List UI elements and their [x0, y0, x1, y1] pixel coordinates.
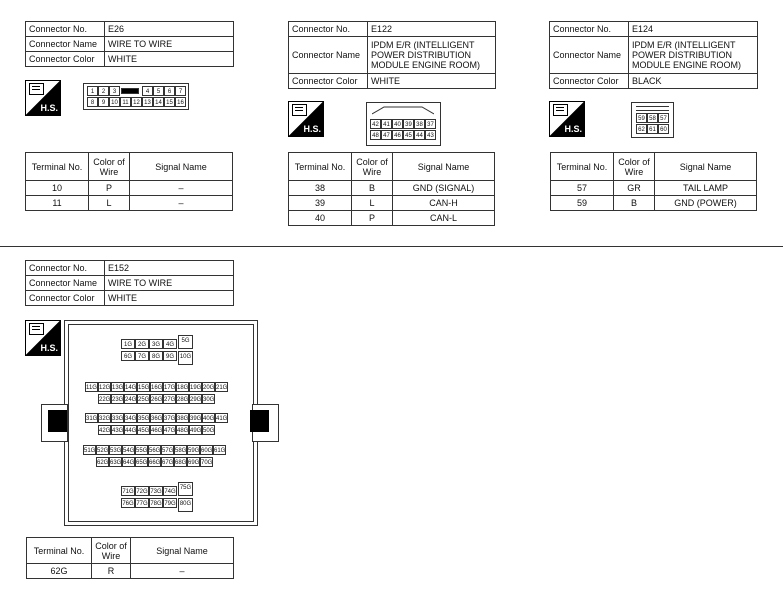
wire-color-cell: L [89, 196, 130, 211]
table-row [289, 211, 495, 226]
pin: 37 [425, 119, 436, 129]
pin: 46 [392, 130, 403, 140]
pin: 4G [163, 339, 177, 349]
signal-name-header: Signal Name [655, 153, 757, 181]
hs-icon [549, 101, 585, 137]
wire-color-header: Color of Wire [89, 153, 130, 181]
terminal-table-e124 [550, 152, 757, 211]
hs-label: H.S. [40, 103, 58, 113]
terminal-no-header: Terminal No. [551, 153, 614, 181]
pin: 5 [153, 86, 164, 96]
pin: 24G [124, 394, 137, 404]
terminal-table-e122 [288, 152, 495, 226]
terminal-no-cell: 40 [289, 211, 352, 226]
terminal-no-cell: 10 [26, 181, 89, 196]
connector-color-label: Connector Color [26, 52, 105, 67]
connector-name-label: Connector Name [26, 276, 105, 291]
pin: 56G [148, 445, 161, 455]
wire-color-cell: GR [614, 181, 655, 196]
connector-name-value: IPDM E/R (INTELLIGENT POWER DISTRIBUTION MODULE ENGINE ROOM) [368, 37, 496, 74]
connector-color-label: Connector Color [26, 291, 105, 306]
pin: 41 [381, 119, 392, 129]
connector-latch-right [250, 410, 269, 432]
signal-name-cell: TAIL LAMP [655, 181, 757, 196]
pin: 62 [636, 124, 647, 134]
connector-key-lines [636, 106, 669, 111]
terminal-no-header: Terminal No. [26, 153, 89, 181]
pin: 48G [176, 425, 189, 435]
table-row [289, 196, 495, 211]
pin: 10 [109, 97, 120, 107]
signal-name-cell: CAN-L [393, 211, 495, 226]
connector-latch-left [48, 410, 67, 432]
connector-no-label: Connector No. [26, 22, 105, 37]
pin: 20G [202, 382, 215, 392]
table-row [551, 196, 757, 211]
pin: 18G [176, 382, 189, 392]
pin: 15 [164, 97, 175, 107]
pin-blank [121, 88, 139, 94]
connector-name-value: WIRE TO WIRE [105, 276, 234, 291]
terminal-no-cell: 62G [27, 564, 92, 579]
pin: 4 [142, 86, 153, 96]
pin: 46G [150, 425, 163, 435]
pin: 23G [111, 394, 124, 404]
terminal-no-header: Terminal No. [27, 538, 92, 564]
pin: 13 [142, 97, 153, 107]
pin: 40G [202, 413, 215, 423]
connector-no-label: Connector No. [26, 261, 105, 276]
hs-label: H.S. [303, 124, 321, 134]
pin: 57 [658, 113, 669, 123]
pin: 78G [149, 498, 163, 508]
connector-face-e124 [631, 102, 674, 138]
pin: 2 [98, 86, 109, 96]
connector-no-label: Connector No. [550, 22, 629, 37]
pin: 77G [135, 498, 149, 508]
pin: 41G [215, 413, 228, 423]
table-row [27, 564, 234, 579]
pin: 14 [153, 97, 164, 107]
pin: 40 [392, 119, 403, 129]
connector-color-value: BLACK [629, 74, 758, 89]
harness-side-icon [292, 104, 307, 116]
pin: 10G [178, 351, 193, 365]
connector-lock-tab [372, 105, 434, 115]
pin: 60 [658, 124, 669, 134]
pin: 71G [121, 486, 135, 496]
signal-name-header: Signal Name [393, 153, 495, 181]
wire-color-cell: B [352, 181, 393, 196]
pin: 45G [137, 425, 150, 435]
connector-info-e152 [25, 260, 234, 306]
pin: 11 [120, 97, 131, 107]
pin: 59 [636, 113, 647, 123]
pin: 12G [98, 382, 111, 392]
pin: 63G [109, 457, 122, 467]
connector-no-value: E122 [368, 22, 496, 37]
table-row [26, 181, 233, 196]
connector-info-e26 [25, 21, 234, 67]
terminal-no-cell: 11 [26, 196, 89, 211]
terminal-table-e26 [25, 152, 233, 211]
connector-name-label: Connector Name [26, 37, 105, 52]
connector-no-value: E26 [105, 22, 234, 37]
pin: 6G [121, 351, 135, 361]
pin: 22G [98, 394, 111, 404]
pin: 37G [163, 413, 176, 423]
pin: 3G [149, 339, 163, 349]
terminal-no-cell: 38 [289, 181, 352, 196]
pin: 12 [131, 97, 142, 107]
pin: 43G [111, 425, 124, 435]
signal-name-cell: GND (SIGNAL) [393, 181, 495, 196]
pin: 29G [189, 394, 202, 404]
hs-icon [25, 320, 61, 356]
connector-info-e124 [549, 21, 758, 89]
wire-color-cell: B [614, 196, 655, 211]
harness-side-icon [29, 323, 44, 335]
connector-color-value: WHITE [105, 291, 234, 306]
pin: 15G [137, 382, 150, 392]
pin: 21G [215, 382, 228, 392]
pin: 54G [122, 445, 135, 455]
pin: 39 [403, 119, 414, 129]
pin: 11G [85, 382, 98, 392]
wire-color-header: Color of Wire [352, 153, 393, 181]
pin: 73G [149, 486, 163, 496]
pin: 67G [161, 457, 174, 467]
connector-name-value: WIRE TO WIRE [105, 37, 234, 52]
hs-icon [288, 101, 324, 137]
pin: 80G [178, 498, 193, 512]
pin: 51G [83, 445, 96, 455]
pin: 38 [414, 119, 425, 129]
pin: 39G [189, 413, 202, 423]
pin: 38G [176, 413, 189, 423]
pin: 3 [109, 86, 120, 96]
pin: 57G [161, 445, 174, 455]
pin: 79G [163, 498, 177, 508]
connector-color-value: WHITE [368, 74, 496, 89]
connector-no-value: E124 [629, 22, 758, 37]
pin: 1G [121, 339, 135, 349]
pin: 72G [135, 486, 149, 496]
pin: 5G [178, 335, 193, 349]
connector-name-value: IPDM E/R (INTELLIGENT POWER DISTRIBUTION MODULE ENGINE ROOM) [629, 37, 758, 74]
pin: 61G [213, 445, 226, 455]
pin: 59G [187, 445, 200, 455]
pin: 14G [124, 382, 137, 392]
signal-name-header: Signal Name [131, 538, 234, 564]
hs-label: H.S. [40, 343, 58, 353]
connector-name-label: Connector Name [550, 37, 629, 74]
pin: 53G [109, 445, 122, 455]
wire-color-cell: L [352, 196, 393, 211]
pin: 52G [96, 445, 109, 455]
pin: 48 [370, 130, 381, 140]
wire-color-header: Color of Wire [92, 538, 131, 564]
pin: 47G [163, 425, 176, 435]
pin: 35G [137, 413, 150, 423]
table-row [26, 196, 233, 211]
pin: 34G [124, 413, 137, 423]
signal-name-cell: CAN-H [393, 196, 495, 211]
terminal-table-e152 [26, 537, 234, 579]
wire-color-cell: R [92, 564, 131, 579]
pin: 17G [163, 382, 176, 392]
section-divider [0, 246, 783, 247]
connector-no-value: E152 [105, 261, 234, 276]
pin: 76G [121, 498, 135, 508]
pin: 75G [178, 482, 193, 496]
pin: 69G [187, 457, 200, 467]
signal-name-cell: – [131, 564, 234, 579]
pin: 13G [111, 382, 124, 392]
pin: 9G [163, 351, 177, 361]
pin: 6 [164, 86, 175, 96]
pin: 60G [200, 445, 213, 455]
pin: 26G [150, 394, 163, 404]
pin: 30G [202, 394, 215, 404]
wire-color-cell: P [352, 211, 393, 226]
pin: 68G [174, 457, 187, 467]
table-row [551, 181, 757, 196]
wire-color-header: Color of Wire [614, 153, 655, 181]
pin: 8G [149, 351, 163, 361]
harness-side-icon [29, 83, 44, 95]
pin: 19G [189, 382, 202, 392]
pin: 42 [370, 119, 381, 129]
pin: 70G [200, 457, 213, 467]
connector-color-label: Connector Color [550, 74, 629, 89]
connector-info-e122 [288, 21, 496, 89]
connector-name-label: Connector Name [289, 37, 368, 74]
pin: 44G [124, 425, 137, 435]
signal-name-cell: – [130, 181, 233, 196]
pin: 25G [137, 394, 150, 404]
pin: 61 [647, 124, 658, 134]
pin: 7G [135, 351, 149, 361]
wire-color-cell: P [89, 181, 130, 196]
pin: 42G [98, 425, 111, 435]
connector-face-e122 [366, 102, 441, 146]
pin: 47 [381, 130, 392, 140]
hs-icon [25, 80, 61, 116]
pin: 8 [87, 97, 98, 107]
pin: 31G [85, 413, 98, 423]
pin: 58G [174, 445, 187, 455]
connector-no-label: Connector No. [289, 22, 368, 37]
pin: 58 [647, 113, 658, 123]
pin: 27G [163, 394, 176, 404]
pin: 36G [150, 413, 163, 423]
pin: 45 [403, 130, 414, 140]
signal-name-header: Signal Name [130, 153, 233, 181]
pin: 64G [122, 457, 135, 467]
terminal-no-cell: 57 [551, 181, 614, 196]
pin: 66G [148, 457, 161, 467]
connector-color-value: WHITE [105, 52, 234, 67]
pin: 74G [163, 486, 177, 496]
pin: 55G [135, 445, 148, 455]
connector-color-label: Connector Color [289, 74, 368, 89]
pin: 16G [150, 382, 163, 392]
signal-name-cell: GND (POWER) [655, 196, 757, 211]
pin: 16 [175, 97, 186, 107]
signal-name-cell: – [130, 196, 233, 211]
pin: 49G [189, 425, 202, 435]
terminal-no-cell: 39 [289, 196, 352, 211]
pin: 33G [111, 413, 124, 423]
terminal-no-header: Terminal No. [289, 153, 352, 181]
pin: 50G [202, 425, 215, 435]
pin: 43 [425, 130, 436, 140]
pin: 9 [98, 97, 109, 107]
pin: 1 [87, 86, 98, 96]
pin: 7 [175, 86, 186, 96]
terminal-no-cell: 59 [551, 196, 614, 211]
pin: 32G [98, 413, 111, 423]
pin: 65G [135, 457, 148, 467]
table-row [289, 181, 495, 196]
hs-label: H.S. [564, 124, 582, 134]
pin: 2G [135, 339, 149, 349]
connector-face-e26 [83, 83, 189, 110]
pin: 44 [414, 130, 425, 140]
pin: 62G [96, 457, 109, 467]
pin: 28G [176, 394, 189, 404]
harness-side-icon [553, 104, 568, 116]
